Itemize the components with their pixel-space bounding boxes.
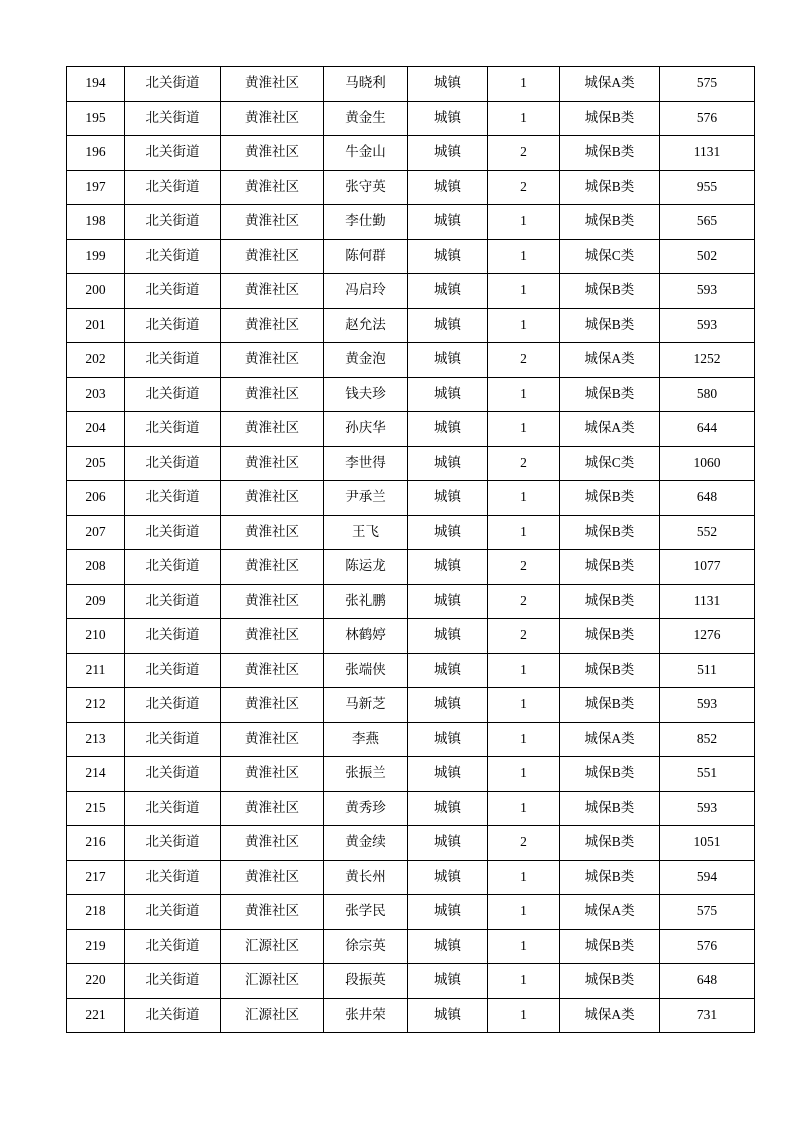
cell-type: 城镇	[408, 412, 488, 447]
cell-street: 北关街道	[125, 791, 221, 826]
cell-count: 2	[488, 584, 560, 619]
cell-community: 黄淮社区	[221, 274, 324, 309]
cell-street: 北关街道	[125, 550, 221, 585]
cell-count: 1	[488, 791, 560, 826]
cell-type: 城镇	[408, 101, 488, 136]
cell-community: 黄淮社区	[221, 343, 324, 378]
table-row	[67, 653, 755, 688]
cell-community: 黄淮社区	[221, 860, 324, 895]
cell-seq: 196	[67, 136, 125, 171]
cell-count: 1	[488, 274, 560, 309]
cell-name: 孙庆华	[324, 412, 408, 447]
cell-name: 徐宗英	[324, 929, 408, 964]
cell-community: 黄淮社区	[221, 481, 324, 516]
cell-category: 城保B类	[560, 136, 660, 171]
cell-category: 城保B类	[560, 860, 660, 895]
cell-amount: 852	[660, 722, 755, 757]
cell-amount: 1131	[660, 136, 755, 171]
cell-type: 城镇	[408, 998, 488, 1033]
cell-amount: 648	[660, 481, 755, 516]
cell-street: 北关街道	[125, 446, 221, 481]
cell-category: 城保B类	[560, 791, 660, 826]
cell-category: 城保B类	[560, 101, 660, 136]
cell-count: 1	[488, 653, 560, 688]
cell-seq: 219	[67, 929, 125, 964]
cell-type: 城镇	[408, 860, 488, 895]
cell-street: 北关街道	[125, 481, 221, 516]
table-row	[67, 412, 755, 447]
cell-seq: 210	[67, 619, 125, 654]
cell-type: 城镇	[408, 343, 488, 378]
cell-community: 黄淮社区	[221, 757, 324, 792]
cell-community: 黄淮社区	[221, 205, 324, 240]
cell-name: 黄金生	[324, 101, 408, 136]
cell-street: 北关街道	[125, 205, 221, 240]
cell-count: 1	[488, 239, 560, 274]
cell-street: 北关街道	[125, 515, 221, 550]
cell-street: 北关街道	[125, 964, 221, 999]
cell-amount: 511	[660, 653, 755, 688]
cell-name: 张礼鹏	[324, 584, 408, 619]
cell-amount: 1051	[660, 826, 755, 861]
cell-name: 黄金续	[324, 826, 408, 861]
cell-count: 1	[488, 895, 560, 930]
cell-amount: 565	[660, 205, 755, 240]
cell-name: 黄长州	[324, 860, 408, 895]
cell-count: 2	[488, 619, 560, 654]
cell-amount: 644	[660, 412, 755, 447]
cell-name: 王飞	[324, 515, 408, 550]
cell-seq: 214	[67, 757, 125, 792]
cell-seq: 207	[67, 515, 125, 550]
cell-community: 黄淮社区	[221, 308, 324, 343]
cell-community: 黄淮社区	[221, 619, 324, 654]
cell-amount: 1252	[660, 343, 755, 378]
cell-type: 城镇	[408, 619, 488, 654]
cell-amount: 1131	[660, 584, 755, 619]
cell-amount: 576	[660, 929, 755, 964]
cell-category: 城保B类	[560, 826, 660, 861]
cell-name: 黄秀珍	[324, 791, 408, 826]
cell-amount: 502	[660, 239, 755, 274]
cell-street: 北关街道	[125, 274, 221, 309]
cell-street: 北关街道	[125, 136, 221, 171]
cell-seq: 197	[67, 170, 125, 205]
table-row	[67, 67, 755, 102]
cell-community: 黄淮社区	[221, 584, 324, 619]
cell-seq: 206	[67, 481, 125, 516]
cell-name: 张振兰	[324, 757, 408, 792]
cell-category: 城保B类	[560, 584, 660, 619]
cell-street: 北关街道	[125, 998, 221, 1033]
cell-community: 汇源社区	[221, 998, 324, 1033]
table-row	[67, 136, 755, 171]
cell-count: 1	[488, 67, 560, 102]
cell-count: 1	[488, 101, 560, 136]
cell-street: 北关街道	[125, 170, 221, 205]
cell-seq: 201	[67, 308, 125, 343]
cell-seq: 211	[67, 653, 125, 688]
cell-type: 城镇	[408, 653, 488, 688]
cell-count: 2	[488, 826, 560, 861]
cell-category: 城保B类	[560, 308, 660, 343]
cell-street: 北关街道	[125, 619, 221, 654]
cell-seq: 212	[67, 688, 125, 723]
cell-community: 黄淮社区	[221, 722, 324, 757]
cell-category: 城保B类	[560, 481, 660, 516]
cell-type: 城镇	[408, 722, 488, 757]
cell-seq: 199	[67, 239, 125, 274]
cell-type: 城镇	[408, 136, 488, 171]
cell-name: 陈运龙	[324, 550, 408, 585]
cell-type: 城镇	[408, 688, 488, 723]
cell-amount: 1077	[660, 550, 755, 585]
cell-amount: 1276	[660, 619, 755, 654]
cell-seq: 216	[67, 826, 125, 861]
cell-seq: 218	[67, 895, 125, 930]
cell-name: 张端侠	[324, 653, 408, 688]
cell-name: 张学民	[324, 895, 408, 930]
cell-name: 张井荣	[324, 998, 408, 1033]
cell-street: 北关街道	[125, 757, 221, 792]
cell-name: 段振英	[324, 964, 408, 999]
cell-name: 张守英	[324, 170, 408, 205]
cell-category: 城保B类	[560, 653, 660, 688]
table-body	[67, 67, 755, 1033]
cell-street: 北关街道	[125, 688, 221, 723]
cell-count: 2	[488, 343, 560, 378]
cell-amount: 648	[660, 964, 755, 999]
cell-category: 城保B类	[560, 274, 660, 309]
cell-count: 2	[488, 170, 560, 205]
cell-name: 尹承兰	[324, 481, 408, 516]
cell-count: 1	[488, 757, 560, 792]
cell-amount: 1060	[660, 446, 755, 481]
cell-name: 马晓利	[324, 67, 408, 102]
cell-count: 1	[488, 377, 560, 412]
cell-seq: 198	[67, 205, 125, 240]
cell-amount: 593	[660, 274, 755, 309]
cell-seq: 205	[67, 446, 125, 481]
cell-street: 北关街道	[125, 860, 221, 895]
cell-count: 1	[488, 308, 560, 343]
cell-community: 黄淮社区	[221, 550, 324, 585]
cell-community: 黄淮社区	[221, 412, 324, 447]
cell-name: 马新芝	[324, 688, 408, 723]
cell-seq: 203	[67, 377, 125, 412]
cell-category: 城保B类	[560, 929, 660, 964]
cell-category: 城保A类	[560, 67, 660, 102]
cell-seq: 208	[67, 550, 125, 585]
cell-name: 陈何群	[324, 239, 408, 274]
cell-category: 城保C类	[560, 446, 660, 481]
beneficiary-table	[66, 66, 755, 1033]
cell-street: 北关街道	[125, 239, 221, 274]
cell-type: 城镇	[408, 964, 488, 999]
cell-type: 城镇	[408, 791, 488, 826]
cell-street: 北关街道	[125, 722, 221, 757]
cell-name: 李燕	[324, 722, 408, 757]
cell-type: 城镇	[408, 239, 488, 274]
cell-category: 城保B类	[560, 964, 660, 999]
table-row	[67, 550, 755, 585]
cell-count: 1	[488, 860, 560, 895]
cell-street: 北关街道	[125, 67, 221, 102]
table-row	[67, 239, 755, 274]
cell-seq: 204	[67, 412, 125, 447]
table-row	[67, 688, 755, 723]
cell-type: 城镇	[408, 515, 488, 550]
cell-amount: 552	[660, 515, 755, 550]
cell-street: 北关街道	[125, 101, 221, 136]
cell-category: 城保C类	[560, 239, 660, 274]
cell-count: 2	[488, 136, 560, 171]
cell-count: 1	[488, 964, 560, 999]
cell-amount: 575	[660, 895, 755, 930]
table-row	[67, 205, 755, 240]
cell-street: 北关街道	[125, 308, 221, 343]
cell-name: 李世得	[324, 446, 408, 481]
cell-category: 城保B类	[560, 688, 660, 723]
table-row	[67, 170, 755, 205]
cell-category: 城保A类	[560, 895, 660, 930]
cell-type: 城镇	[408, 446, 488, 481]
cell-category: 城保B类	[560, 205, 660, 240]
cell-name: 牛金山	[324, 136, 408, 171]
table-row	[67, 377, 755, 412]
cell-seq: 195	[67, 101, 125, 136]
cell-count: 1	[488, 929, 560, 964]
cell-type: 城镇	[408, 205, 488, 240]
cell-type: 城镇	[408, 481, 488, 516]
cell-count: 2	[488, 550, 560, 585]
cell-name: 钱夫珍	[324, 377, 408, 412]
cell-count: 1	[488, 205, 560, 240]
cell-amount: 593	[660, 688, 755, 723]
cell-type: 城镇	[408, 757, 488, 792]
table-row	[67, 481, 755, 516]
table-row	[67, 101, 755, 136]
cell-seq: 194	[67, 67, 125, 102]
cell-street: 北关街道	[125, 895, 221, 930]
cell-category: 城保A类	[560, 722, 660, 757]
cell-community: 黄淮社区	[221, 101, 324, 136]
cell-community: 黄淮社区	[221, 653, 324, 688]
cell-count: 2	[488, 446, 560, 481]
cell-seq: 215	[67, 791, 125, 826]
table-row	[67, 895, 755, 930]
cell-amount: 580	[660, 377, 755, 412]
cell-community: 黄淮社区	[221, 377, 324, 412]
table-row	[67, 998, 755, 1033]
cell-street: 北关街道	[125, 929, 221, 964]
table-row	[67, 964, 755, 999]
cell-type: 城镇	[408, 377, 488, 412]
cell-street: 北关街道	[125, 412, 221, 447]
cell-amount: 593	[660, 791, 755, 826]
table-row	[67, 860, 755, 895]
cell-community: 黄淮社区	[221, 170, 324, 205]
cell-community: 黄淮社区	[221, 446, 324, 481]
table-row	[67, 791, 755, 826]
cell-community: 汇源社区	[221, 929, 324, 964]
cell-type: 城镇	[408, 895, 488, 930]
cell-category: 城保A类	[560, 412, 660, 447]
cell-type: 城镇	[408, 929, 488, 964]
cell-type: 城镇	[408, 584, 488, 619]
cell-name: 李仕勤	[324, 205, 408, 240]
table-row	[67, 722, 755, 757]
cell-seq: 213	[67, 722, 125, 757]
cell-type: 城镇	[408, 308, 488, 343]
cell-amount: 593	[660, 308, 755, 343]
cell-count: 1	[488, 688, 560, 723]
cell-community: 黄淮社区	[221, 239, 324, 274]
cell-category: 城保B类	[560, 757, 660, 792]
table-row	[67, 274, 755, 309]
table-row	[67, 308, 755, 343]
cell-community: 黄淮社区	[221, 67, 324, 102]
cell-count: 1	[488, 722, 560, 757]
cell-community: 黄淮社区	[221, 826, 324, 861]
cell-seq: 220	[67, 964, 125, 999]
cell-name: 赵允法	[324, 308, 408, 343]
cell-type: 城镇	[408, 826, 488, 861]
cell-count: 1	[488, 515, 560, 550]
table-row	[67, 515, 755, 550]
cell-community: 黄淮社区	[221, 515, 324, 550]
cell-count: 1	[488, 412, 560, 447]
cell-amount: 551	[660, 757, 755, 792]
cell-seq: 221	[67, 998, 125, 1033]
cell-seq: 209	[67, 584, 125, 619]
table-row	[67, 584, 755, 619]
cell-community: 黄淮社区	[221, 791, 324, 826]
cell-street: 北关街道	[125, 343, 221, 378]
cell-category: 城保A类	[560, 343, 660, 378]
cell-name: 黄金泡	[324, 343, 408, 378]
cell-street: 北关街道	[125, 653, 221, 688]
cell-category: 城保A类	[560, 998, 660, 1033]
cell-community: 汇源社区	[221, 964, 324, 999]
cell-category: 城保B类	[560, 170, 660, 205]
cell-type: 城镇	[408, 170, 488, 205]
cell-category: 城保B类	[560, 515, 660, 550]
cell-street: 北关街道	[125, 584, 221, 619]
cell-category: 城保B类	[560, 550, 660, 585]
cell-amount: 731	[660, 998, 755, 1033]
cell-amount: 575	[660, 67, 755, 102]
cell-count: 1	[488, 481, 560, 516]
cell-category: 城保B类	[560, 377, 660, 412]
table-row	[67, 343, 755, 378]
cell-type: 城镇	[408, 274, 488, 309]
cell-seq: 217	[67, 860, 125, 895]
cell-community: 黄淮社区	[221, 895, 324, 930]
cell-street: 北关街道	[125, 826, 221, 861]
cell-amount: 576	[660, 101, 755, 136]
table-row	[67, 826, 755, 861]
table-row	[67, 446, 755, 481]
cell-count: 1	[488, 998, 560, 1033]
cell-street: 北关街道	[125, 377, 221, 412]
cell-name: 林鹤婷	[324, 619, 408, 654]
table-row	[67, 619, 755, 654]
cell-community: 黄淮社区	[221, 136, 324, 171]
table-row	[67, 757, 755, 792]
cell-amount: 955	[660, 170, 755, 205]
cell-type: 城镇	[408, 67, 488, 102]
cell-seq: 200	[67, 274, 125, 309]
cell-community: 黄淮社区	[221, 688, 324, 723]
table-row	[67, 929, 755, 964]
cell-type: 城镇	[408, 550, 488, 585]
cell-name: 冯启玲	[324, 274, 408, 309]
cell-amount: 594	[660, 860, 755, 895]
cell-seq: 202	[67, 343, 125, 378]
cell-category: 城保B类	[560, 619, 660, 654]
